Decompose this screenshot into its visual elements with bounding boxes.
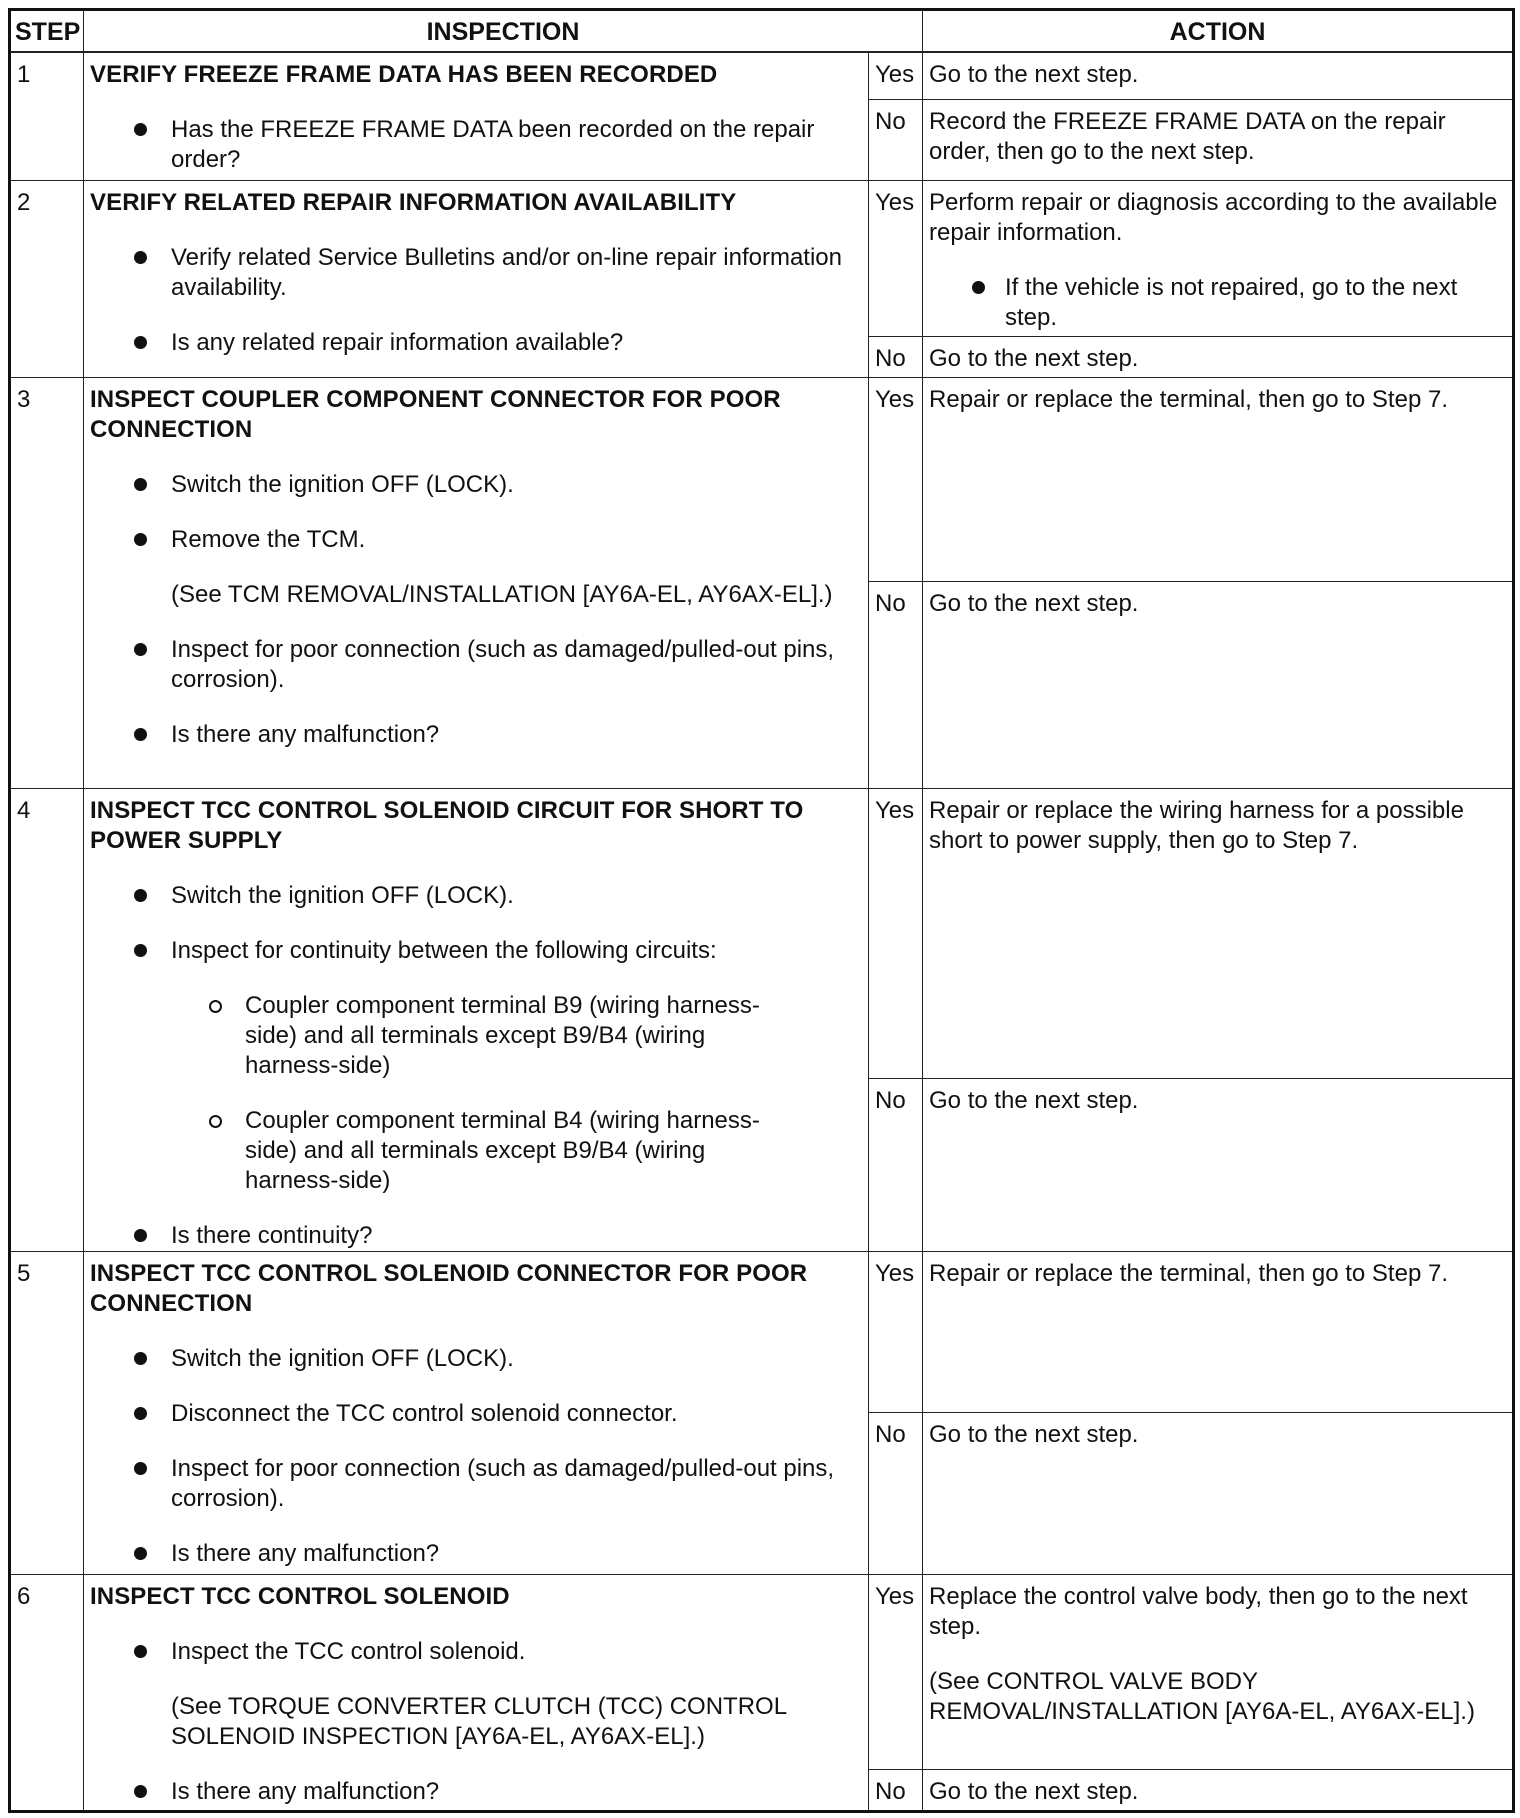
- yes-label: Yes: [869, 1574, 923, 1769]
- diagnostic-procedure-table: [8, 8, 1515, 1813]
- inspection-bullet: [90, 1777, 862, 1807]
- inspection-title: INSPECT TCC CONTROL SOLENOID CIRCUIT FOR SHORT TO POWER SUPPLY: [90, 796, 804, 854]
- bullet-text: Is there continuity?: [171, 1221, 373, 1249]
- inspection-cell: [84, 1574, 869, 1811]
- bullet-icon: [134, 1352, 147, 1365]
- bullet-text: Switch the ignition OFF (LOCK).: [171, 1344, 514, 1372]
- bullet-text: Switch the ignition OFF (LOCK).: [171, 470, 514, 498]
- step-header: STEP: [10, 10, 84, 53]
- bullet-icon: [134, 1229, 147, 1242]
- yes-action: Repair or replace the wiring harness for a possible short to power supply, then go to Step 7.: [923, 788, 1514, 1079]
- bullet-icon: [134, 1462, 147, 1475]
- step-number: 1: [10, 52, 84, 180]
- bullet-text: Inspect the TCC control solenoid.: [171, 1637, 526, 1665]
- no-label: No: [869, 1079, 923, 1251]
- bullet-icon: [134, 1407, 147, 1420]
- step-number: 4: [10, 788, 84, 1251]
- bullet-text: Inspect for continuity between the following circuits:: [171, 936, 717, 964]
- no-label: No: [869, 99, 923, 180]
- inspection-sub-bullet: [90, 1106, 862, 1196]
- no-label: No: [869, 1412, 923, 1574]
- inspection-title: VERIFY RELATED REPAIR INFORMATION AVAILABILITY: [90, 188, 737, 216]
- step-number: 3: [10, 377, 84, 788]
- action-header: ACTION: [923, 10, 1514, 53]
- inspection-bullets: [90, 881, 862, 966]
- inspection-bullet: [90, 936, 862, 966]
- inspection-title: INSPECT TCC CONTROL SOLENOID CONNECTOR FOR POOR CONNECTION: [90, 1259, 808, 1317]
- bullet-icon: [134, 1785, 147, 1798]
- bullet-icon: [134, 123, 147, 136]
- bullet-text: Inspect for poor connection (such as damaged/pulled-out pins, corrosion).: [171, 1454, 835, 1512]
- yes-action-text: Perform repair or diagnosis according to the available repair information.: [929, 188, 1498, 246]
- inspection-bullet: [90, 1454, 862, 1514]
- inspection-bullets: [90, 1637, 862, 1667]
- reference-note: (See CONTROL VALVE BODY REMOVAL/INSTALLATION [AY6A-EL, AY6AX-EL].): [929, 1667, 1475, 1725]
- no-action: Go to the next step.: [923, 581, 1514, 788]
- inspection-cell: [84, 52, 869, 180]
- reference-note: (See TORQUE CONVERTER CLUTCH (TCC) CONTROL SOLENOID INSPECTION [AY6A-EL, AY6AX-EL].): [171, 1692, 787, 1750]
- no-label: No: [869, 1769, 923, 1811]
- bullet-icon: [134, 728, 147, 741]
- bullet-icon: [134, 643, 147, 656]
- inspection-sub-bullets: [90, 991, 862, 1196]
- circle-bullet-icon: [209, 1000, 222, 1013]
- inspection-bullet: [90, 1637, 862, 1667]
- yes-label: Yes: [869, 52, 923, 99]
- step-5-yes-row: [10, 1251, 1514, 1412]
- header-row: [10, 10, 1514, 53]
- inspection-bullet: [90, 1221, 862, 1251]
- bullet-icon: [134, 944, 147, 957]
- bullet-icon: [134, 533, 147, 546]
- yes-action: Go to the next step.: [923, 52, 1514, 99]
- yes-label: Yes: [869, 377, 923, 581]
- circle-bullet-icon: [209, 1115, 222, 1128]
- yes-action-text: Replace the control valve body, then go to the next step.: [929, 1582, 1468, 1640]
- bullet-text: Is there any malfunction?: [171, 1777, 440, 1805]
- inspection-bullet: [90, 115, 862, 175]
- inspection-bullet: [90, 328, 862, 358]
- inspection-bullet: [90, 720, 862, 750]
- inspection-bullets: [90, 470, 862, 555]
- no-label: No: [869, 336, 923, 377]
- inspection-header: INSPECTION: [84, 10, 923, 53]
- bullet-icon: [134, 889, 147, 902]
- yes-label: Yes: [869, 1251, 923, 1412]
- bullet-text: Verify related Service Bulletins and/or on-line repair information availability.: [171, 243, 843, 301]
- bullet-icon: [972, 281, 985, 294]
- bullet-icon: [134, 478, 147, 491]
- step-3-yes-row: [10, 377, 1514, 581]
- inspection-bullet: [90, 525, 862, 555]
- bullet-text: Is there any malfunction?: [171, 720, 440, 748]
- reference-note: (See TCM REMOVAL/INSTALLATION [AY6A-EL, AY6AX-EL].): [171, 580, 833, 608]
- inspection-title: INSPECT TCC CONTROL SOLENOID: [90, 1582, 510, 1610]
- inspection-title: INSPECT COUPLER COMPONENT CONNECTOR FOR POOR CONNECTION: [90, 385, 781, 443]
- bullet-text: If the vehicle is not repaired, go to the next step.: [1005, 273, 1458, 331]
- bullet-icon: [134, 251, 147, 264]
- bullet-text: Switch the ignition OFF (LOCK).: [171, 881, 514, 909]
- bullet-icon: [134, 1547, 147, 1560]
- bullet-text: Is there any malfunction?: [171, 1539, 440, 1567]
- sub-bullet-text: Coupler component terminal B4 (wiring harness-side) and all terminals except B9/B4 (wiring harness-side): [245, 1106, 760, 1194]
- step-number: 2: [10, 180, 84, 377]
- inspection-sub-bullet: [90, 991, 862, 1081]
- bullet-text: Has the FREEZE FRAME DATA been recorded on the repair order?: [171, 116, 815, 173]
- yes-label: Yes: [869, 180, 923, 336]
- bullet-icon: [134, 336, 147, 349]
- no-label: No: [869, 581, 923, 788]
- action-bullet: [929, 273, 1506, 333]
- bullet-text: Remove the TCM.: [171, 525, 366, 553]
- step-number: 6: [10, 1574, 84, 1811]
- sub-bullet-text: Coupler component terminal B9 (wiring harness-side) and all terminals except B9/B4 (wiring harness-side): [245, 991, 760, 1079]
- no-action: Go to the next step.: [923, 1079, 1514, 1251]
- inspection-cell: [84, 377, 869, 788]
- yes-action: Repair or replace the terminal, then go to Step 7.: [923, 377, 1514, 581]
- inspection-bullet: [90, 1539, 862, 1569]
- inspection-bullet: [90, 243, 862, 303]
- inspection-bullets: [90, 1777, 862, 1807]
- inspection-title: VERIFY FREEZE FRAME DATA HAS BEEN RECORDED: [90, 61, 718, 88]
- no-action: Go to the next step.: [923, 336, 1514, 377]
- no-action: Go to the next step.: [923, 1769, 1514, 1811]
- inspection-cell: [84, 180, 869, 377]
- inspection-bullets: [90, 635, 862, 750]
- action-bullets: [929, 273, 1506, 333]
- step-number: 5: [10, 1251, 84, 1574]
- step-2-yes-row: [10, 180, 1514, 336]
- no-action: Go to the next step.: [923, 1412, 1514, 1574]
- yes-action: Repair or replace the terminal, then go to Step 7.: [923, 1251, 1514, 1412]
- inspection-bullet: [90, 881, 862, 911]
- inspection-bullet: [90, 635, 862, 695]
- bullet-text: Disconnect the TCC control solenoid connector.: [171, 1399, 678, 1427]
- yes-action: [923, 1574, 1514, 1769]
- inspection-bullet: [90, 470, 862, 500]
- bullet-icon: [134, 1645, 147, 1658]
- bullet-text: Is any related repair information available?: [171, 328, 624, 356]
- step-1-yes-row: [10, 52, 1514, 99]
- inspection-cell: [84, 788, 869, 1251]
- yes-label: Yes: [869, 788, 923, 1079]
- inspection-bullets: [90, 1221, 862, 1251]
- no-action: Record the FREEZE FRAME DATA on the repair order, then go to the next step.: [923, 99, 1514, 180]
- yes-action: [923, 180, 1514, 336]
- step-6-yes-row: [10, 1574, 1514, 1769]
- bullet-text: Inspect for poor connection (such as damaged/pulled-out pins, corrosion).: [171, 635, 835, 693]
- inspection-bullet: [90, 1344, 862, 1374]
- inspection-cell: [84, 1251, 869, 1574]
- inspection-bullet: [90, 1399, 862, 1429]
- step-4-yes-row: [10, 788, 1514, 1079]
- inspection-bullets: [90, 115, 862, 175]
- inspection-bullets: [90, 243, 862, 358]
- inspection-bullets: [90, 1344, 862, 1569]
